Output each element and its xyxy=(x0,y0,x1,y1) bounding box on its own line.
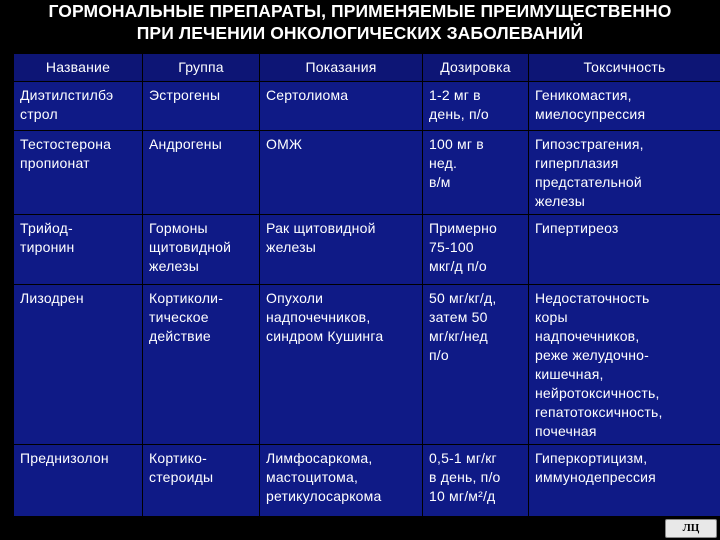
cell-toxicity: Гиперкортицизм, иммунодепрессия xyxy=(529,445,720,517)
table-row xyxy=(14,445,720,517)
cell-group: Андрогены xyxy=(143,131,260,215)
drugs-table xyxy=(13,53,720,517)
cell-dosage: 0,5-1 мг/кг в день, п/о 10 мг/м²/д xyxy=(423,445,529,517)
cell-dosage: Примерно 75-100 мкг/д п/о xyxy=(423,215,529,285)
cell-name: Преднизолон xyxy=(14,445,143,517)
title-line-1: ГОРМОНАЛЬНЫЕ ПРЕПАРАТЫ, ПРИМЕНЯЕМЫЕ ПРЕИМУЩЕСТВЕННО xyxy=(48,1,672,21)
header-name: Название xyxy=(14,54,143,82)
header-indications: Показания xyxy=(260,54,423,82)
corner-logo: ЛЦ xyxy=(665,519,717,538)
cell-dosage: 50 мг/кг/д, затем 50 мг/кг/нед п/о xyxy=(423,285,529,445)
table-row xyxy=(14,215,720,285)
cell-toxicity: Недостаточность коры надпочечников, реже желудочно- кишечная, нейротоксичность, гепатотоксичность, почечная xyxy=(529,285,720,445)
cell-dosage: 100 мг в нед. в/м xyxy=(423,131,529,215)
cell-indications: Лимфосаркома, мастоцитома, ретикулосаркома xyxy=(260,445,423,517)
cell-name: Тестостерона пропионат xyxy=(14,131,143,215)
cell-toxicity: Гипоэстрагения, гиперплазия предстательной железы xyxy=(529,131,720,215)
cell-indications: ОМЖ xyxy=(260,131,423,215)
cell-toxicity: Гипертиреоз xyxy=(529,215,720,285)
cell-group: Кортико- стероиды xyxy=(143,445,260,517)
table-row xyxy=(14,131,720,215)
cell-group: Кортиколи- тическое действие xyxy=(143,285,260,445)
cell-name: Лизодрен xyxy=(14,285,143,445)
table-header-row xyxy=(14,54,720,82)
cell-group: Эстрогены xyxy=(143,82,260,131)
cell-indications: Опухоли надпочечников, синдром Кушинга xyxy=(260,285,423,445)
title-line-2: ПРИ ЛЕЧЕНИИ ОНКОЛОГИЧЕСКИХ ЗАБОЛЕВАНИЙ xyxy=(136,23,584,43)
header-group: Группа xyxy=(143,54,260,82)
cell-toxicity: Геникомастия, миелосупрессия xyxy=(529,82,720,131)
table-row xyxy=(14,285,720,445)
table-row xyxy=(14,82,720,131)
cell-name: Трийод- тиронин xyxy=(14,215,143,285)
cell-group: Гормоны щитовидной железы xyxy=(143,215,260,285)
header-toxicity: Токсичность xyxy=(529,54,720,82)
cell-indications: Рак щитовидной железы xyxy=(260,215,423,285)
header-dosage: Дозировка xyxy=(423,54,529,82)
cell-dosage: 1-2 мг в день, п/о xyxy=(423,82,529,131)
slide-title xyxy=(0,0,720,44)
cell-name: Диэтилстилбэ строл xyxy=(14,82,143,131)
cell-indications: Сертолиома xyxy=(260,82,423,131)
